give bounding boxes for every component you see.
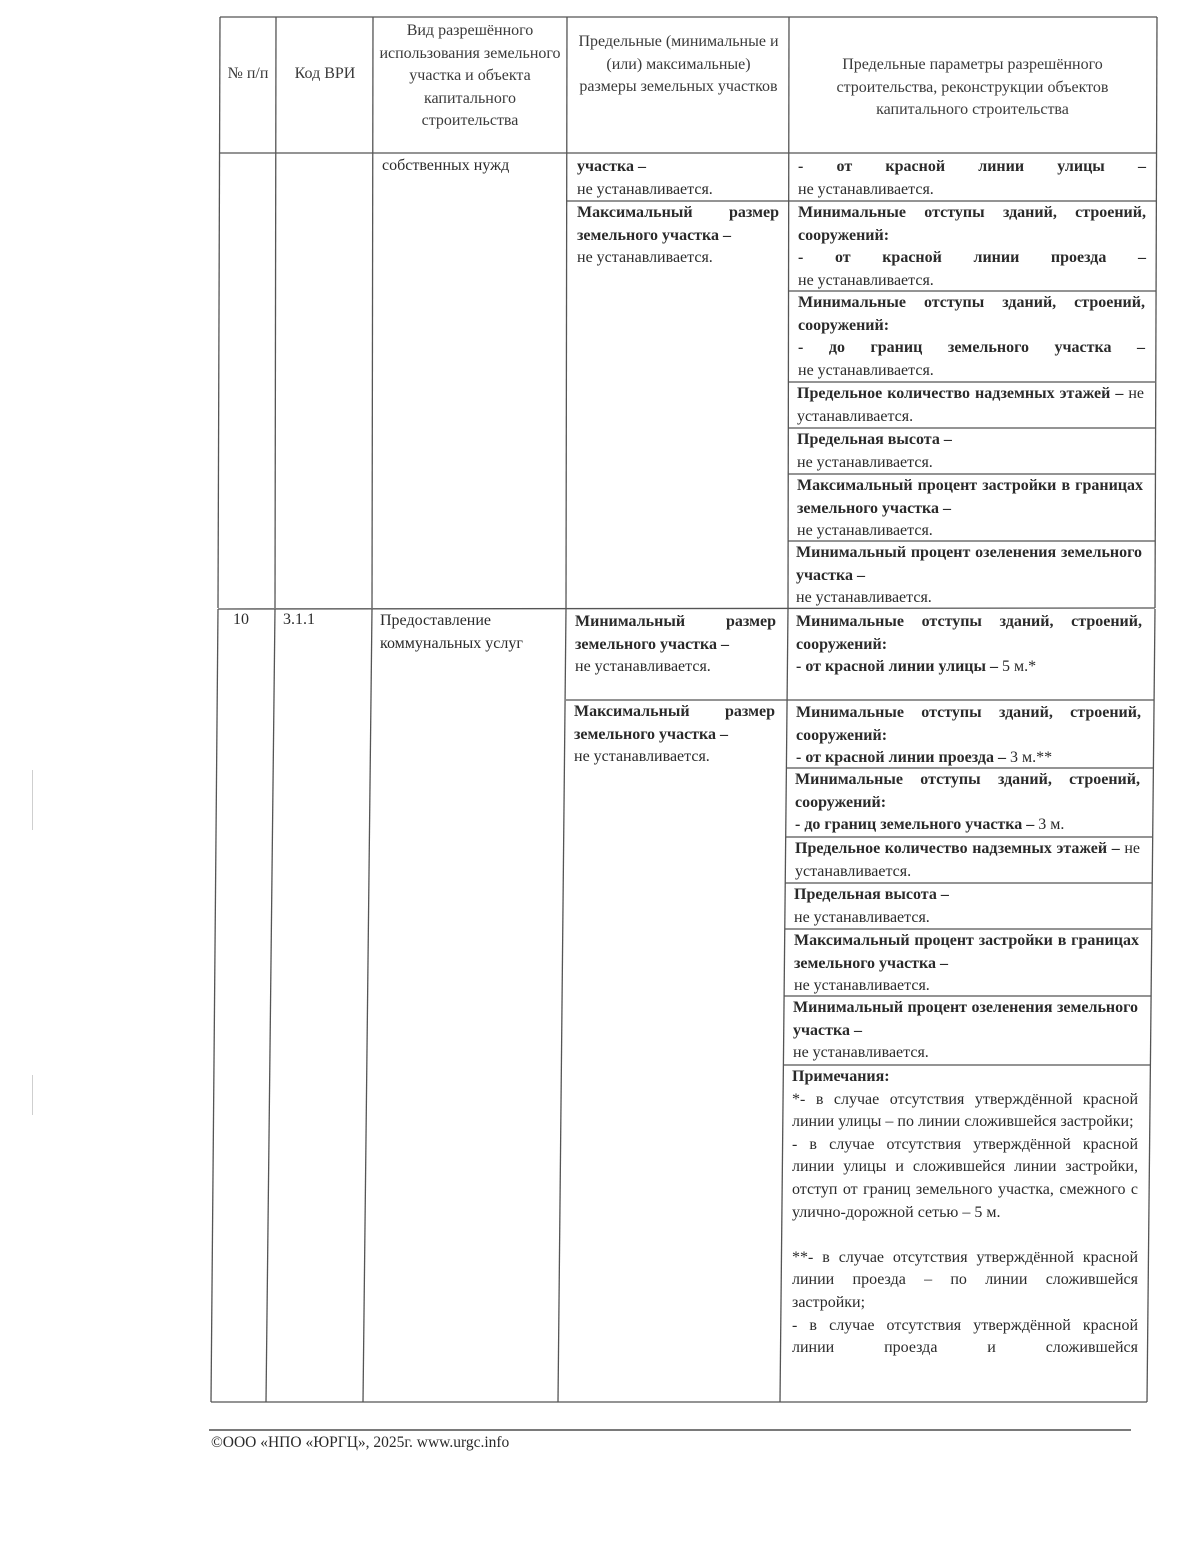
prev-param-5 <box>797 429 1144 474</box>
prev-type-text: собственных нужд <box>382 157 510 174</box>
prev-param-3-value: не устанавливается. <box>798 361 934 379</box>
row10-param-7-value: не устанавливается. <box>793 1044 929 1062</box>
header-col-params <box>800 54 1145 122</box>
row10-param-1-label: Минимальные отступы зданий, строений, сооружений: <box>796 613 1142 653</box>
row10-param-2-label: Минимальные отступы зданий, строений, сооружений: <box>796 704 1141 744</box>
prev-param-5-value: не устанавливается. <box>797 453 933 471</box>
prev-param-4-label: Предельное количество надземных этажей – <box>797 385 1124 402</box>
row10-code <box>283 609 363 632</box>
prev-size-min-value: не устанавливается. <box>577 180 713 198</box>
row10-param-6 <box>794 930 1139 998</box>
header-col-no <box>222 63 274 86</box>
prev-param-3-line: - до границ земельного участка – <box>798 339 1145 357</box>
row10-param-1-value: 5 м.* <box>1002 658 1037 676</box>
prev-size-min-label: участка – <box>577 158 646 175</box>
header-col-type <box>378 20 562 133</box>
row10-param-3 <box>795 769 1140 837</box>
row10-note-1: *- в случае отсутствия утверждённой красной линии улицы – по линии сложившейся застройки; <box>792 1090 1138 1131</box>
footer-copyright: ©ООО «НПО «ЮРГЦ», 2025г. www.urgc.info <box>211 1434 510 1451</box>
header-col-no-text: № п/п <box>227 65 269 82</box>
prev-size-max-value: не устанавливается. <box>577 249 713 267</box>
header-col-type-text: Вид разрешённого использования земельного участка и объекта капитального строительства <box>379 22 561 130</box>
prev-param-3 <box>798 292 1145 382</box>
footer-divider <box>209 1429 1131 1431</box>
prev-param-1-value: не устанавливается. <box>798 180 934 198</box>
row10-size-max-value: не устанавливается. <box>574 748 710 766</box>
prev-param-4-value: не устанавливается. <box>797 385 1144 425</box>
prev-param-7 <box>796 542 1142 610</box>
prev-param-2-label: Минимальные отступы зданий, строений, сооружений: <box>798 204 1146 244</box>
header-col-code <box>290 63 360 86</box>
row10-param-2 <box>796 702 1141 770</box>
row10-no <box>233 609 273 632</box>
row10-size-min-label: Минимальный размер земельного участка – <box>575 613 776 653</box>
row10-param-2-value: 3 м.** <box>1009 749 1053 767</box>
row10-param-3-label: Минимальные отступы зданий, строений, сооружений: <box>795 771 1140 811</box>
row10-param-7 <box>793 997 1138 1065</box>
prev-param-5-label: Предельная высота – <box>797 431 952 448</box>
prev-param-1 <box>798 156 1146 201</box>
prev-param-7-label: Минимальный процент озеленения земельного участка – <box>796 544 1142 584</box>
prev-param-2-value: не устанавливается. <box>798 271 934 289</box>
prev-param-3-label: Минимальные отступы зданий, строений, сооружений: <box>798 294 1145 334</box>
prev-param-6-value: не устанавливается. <box>797 522 933 540</box>
row10-size-min-cell <box>575 611 776 679</box>
header-col-params-text: Предельные параметры разрешённого строительства, реконструкции объектов капитального строительства <box>836 56 1109 119</box>
prev-type-cell <box>382 155 562 178</box>
prev-param-6-label: Максимальный процент застройки в границах земельного участка – <box>797 477 1143 517</box>
header-col-size-text: Предельные (минимальные и (или) максимальные) размеры земельных участков <box>578 33 779 96</box>
prev-param-1-line: - от красной линии улицы – <box>798 158 1146 175</box>
row10-no-text: 10 <box>233 611 249 628</box>
prev-param-6 <box>797 475 1143 543</box>
row10-param-6-value: не устанавливается. <box>794 977 930 995</box>
row10-type <box>380 610 530 655</box>
row10-param-4 <box>795 838 1140 883</box>
row10-param-3-line: - до границ земельного участка – <box>795 816 1035 834</box>
prev-param-2-line: - от красной линии проезда – <box>798 249 1146 267</box>
row10-param-5 <box>794 884 1139 929</box>
prev-size-max-label: Максимальный размер земельного участка – <box>577 204 779 244</box>
prev-size-max-cell <box>577 202 779 270</box>
header-col-code-text: Код ВРИ <box>294 65 356 82</box>
row10-size-min-value: не устанавливается. <box>575 658 711 676</box>
row10-code-text: 3.1.1 <box>283 611 315 628</box>
row10-param-4-label: Предельное количество надземных этажей – <box>795 840 1120 857</box>
row10-note-2: - в случае отсутствия утверждённой красной линии улицы и сложившейся линии застройки, отступ от границ земельного участка, смежного с улично-дорожной сетью – 5 м. <box>792 1135 1138 1221</box>
header-col-size <box>577 31 780 99</box>
scan-artifact <box>32 770 33 830</box>
row10-notes-spacer <box>792 1224 1138 1247</box>
prev-param-2 <box>798 202 1146 292</box>
row10-param-4-value: не устанавливается. <box>795 840 1141 880</box>
prev-param-4 <box>797 383 1144 428</box>
row10-note-4: - в случае отсутствия утверждённой красной линии проезда и сложившейся <box>792 1316 1138 1357</box>
row10-param-2-line: - от красной линии проезда – <box>796 749 1006 767</box>
row10-type-text: Предоставление коммунальных услуг <box>380 612 523 652</box>
row10-size-max-cell <box>574 701 775 769</box>
row10-size-max-label: Максимальный размер земельного участка – <box>574 703 775 743</box>
row10-param-5-label: Предельная высота – <box>794 886 949 903</box>
row10-notes-title: Примечания: <box>792 1068 890 1085</box>
row10-param-5-value: не устанавливается. <box>794 908 930 926</box>
row10-param-1 <box>796 611 1142 679</box>
prev-size-min-cell <box>577 156 780 201</box>
row10-param-1-line: - от красной линии улицы – <box>796 658 998 676</box>
prev-param-7-value: не устанавливается. <box>796 589 932 607</box>
scan-artifact <box>32 1075 33 1115</box>
row10-param-7-label: Минимальный процент озеленения земельного участка – <box>793 999 1138 1039</box>
row10-note-3: **- в случае отсутствия утверждённой красной линии проезда – по линии сложившейся застройки; <box>792 1248 1138 1311</box>
row10-param-6-label: Максимальный процент застройки в границах земельного участка – <box>794 932 1139 972</box>
row10-param-3-value: 3 м. <box>1038 816 1065 834</box>
row10-notes <box>792 1066 1138 1360</box>
